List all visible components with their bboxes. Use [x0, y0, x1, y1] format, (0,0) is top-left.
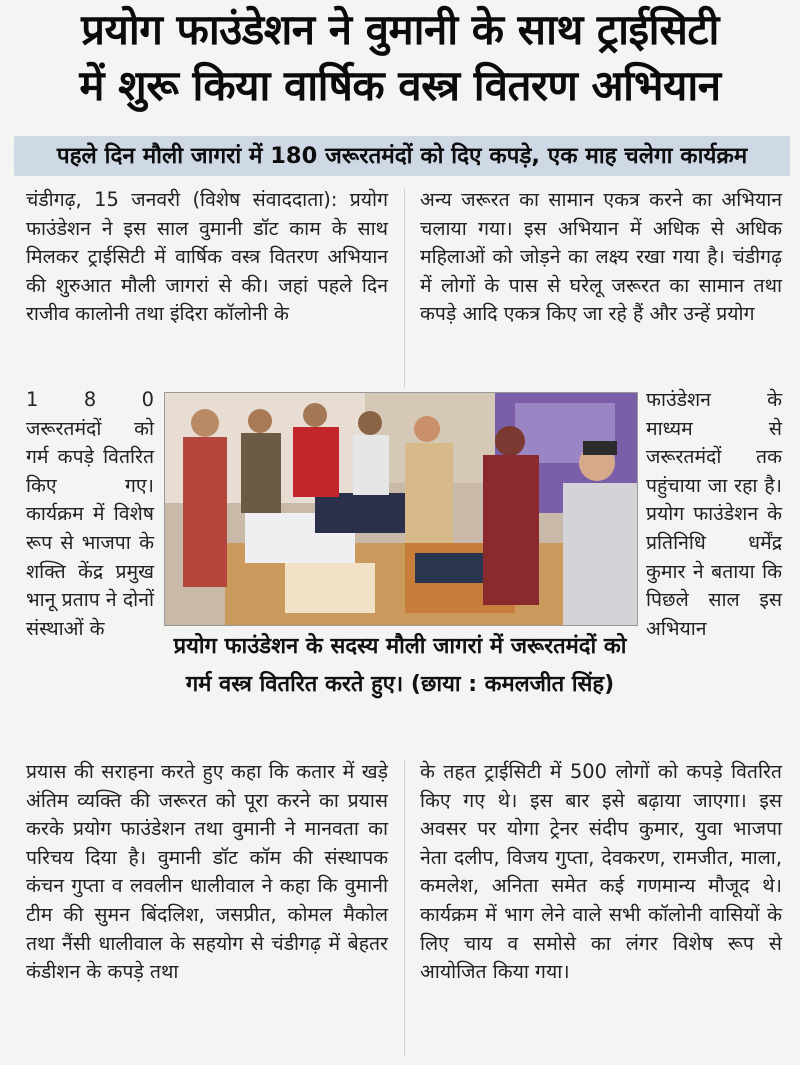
subheadline: पहले दिन मौली जागरां में 180 जरूरतमंदों को दिए कपड़े, एक माह चलेगा कार्यक्रम [14, 136, 790, 176]
body-left-bottom: प्रयास की सराहना करते हुए कहा कि कतार में खड़े अंतिम व्यक्ति की जरूरत को पूरा करने का प्रयास करके प्रयोग फाउंडेशन तथा वुमानी ने मानवता का परिचय दिया है। वुमानी डॉट कॉम की संस्थापक कंचन गुप्ता व लवलीन धालीवाल ने कहा कि वुमानी टीम की सुमन बिंदलिश, जसप्रीत, कोमल मैकोल तथा नैंसी धालीवाल के सहयोग से चंडीगढ़ में बेहतर कंडीशन के कपड़े तथा [26, 760, 388, 984]
column-divider [404, 188, 405, 388]
body-left-narrow: 1 8 0 जरूरतमंदों को गर्म कपड़े वितरित किए गए। कार्यक्रम में विशेष रूप से भाजपा के शक्ति केंद्र प्रमुख भानू प्रताप ने दोनों संस्थाओं के [26, 388, 154, 640]
column-divider-bottom [404, 760, 405, 1056]
body-right-bottom: के तहत ट्राईसिटी में 500 लोगों को कपड़े वितरित किए गए थे। इस बार इसे बढ़ाया जाएगा। इस अवसर पर योगा ट्रेनर संदीप कुमार, युवा भाजपा नेता दलीप, विजय गुप्ता, देवकरण, रामजीत, माला, कमलेश, अनिता समेत कई गणमान्य मौजूद थे। कार्यक्रम में भाग लेने वाले सभी कॉलोनी वासियों के लिए चाय व समोसे का लंगर विशेष रूप से आयोजित किया गया। [420, 760, 782, 984]
photo-caption: प्रयोग फाउंडेशन के सदस्य मौली जागरां में जरूरतमंदों को गर्म वस्त्र वितरित करते हुए। (छाया : कमलजीत सिंह) [173, 634, 627, 697]
photo-illustration [165, 393, 637, 625]
body-right-top: अन्य जरूरत का सामान एकत्र करने का अभियान चलाया गया। इस अभियान में अधिक से अधिक महिलाओं को जोड़ने का लक्ष्य रखा गया है। चंडीगढ़ में लोगों के पास से घरेलू जरूरत का सामान तथा कपड़े आदि एकत्र किए जा रहे हैं और उन्हें प्रयोग [420, 188, 782, 326]
news-photo [164, 392, 638, 626]
headline-line-2: में शुरू किया वार्षिक वस्त्र वितरण अभियान [79, 61, 721, 110]
headline-line-1: प्रयोग फाउंडेशन ने वुमानी के साथ ट्राईसिटी [81, 5, 719, 54]
headline [8, 2, 792, 114]
body-right-narrow: फाउंडेशन के माध्यम से जरूरतमंदों तक पहुंचाया जा रहा है। प्रयोग फाउंडेशन के प्रतिनिधि धर्मेंद्र कुमार ने बताया कि पिछले साल इस अभियान [646, 388, 782, 640]
body-left-top: चंडीगढ़, 15 जनवरी (विशेष संवाददाता): प्रयोग फाउंडेशन ने इस साल वुमानी डॉट काम के साथ मिलकर ट्राईसिटी में वार्षिक वस्त्र वितरण अभियान की शुरुआत मौली जागरां से की। जहां पहले दिन राजीव कालोनी तथा इंदिरा कॉलोनी के [26, 188, 388, 326]
